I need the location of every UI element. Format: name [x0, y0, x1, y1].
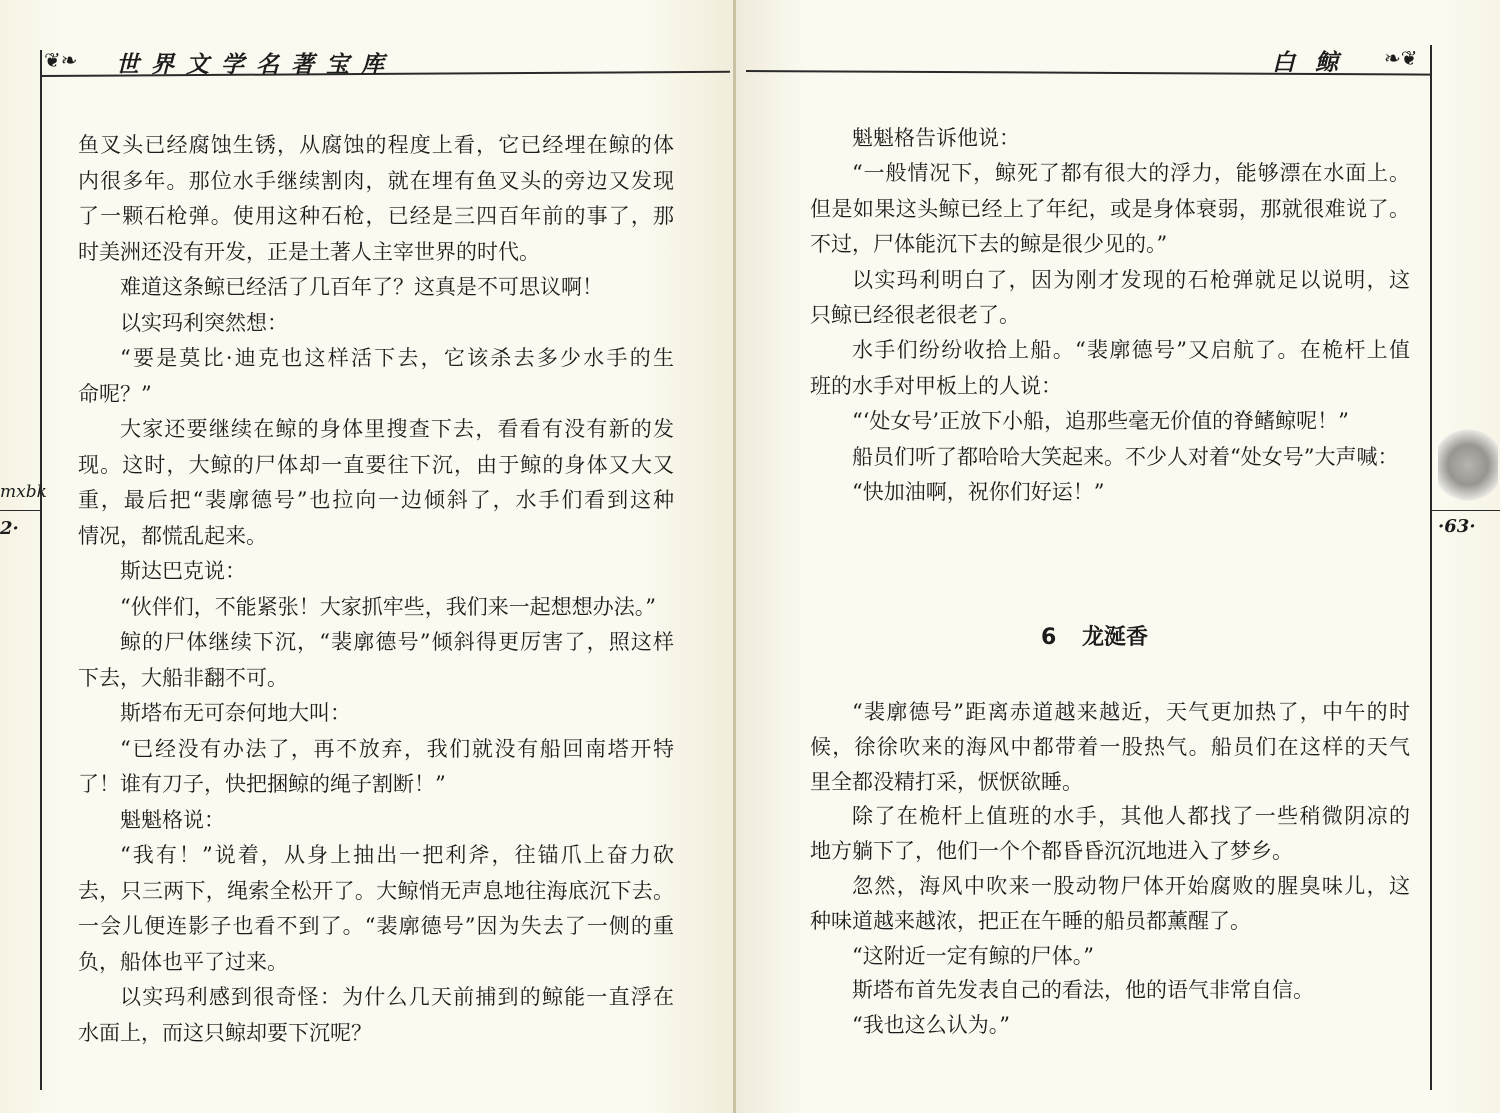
running-head-left: 世界文学名著宝库 [116, 51, 396, 78]
text-line: “快加油啊，祝你们好运！” [852, 480, 1105, 504]
edge-emblem [1438, 425, 1498, 505]
text-line: 斯塔布首先发表自己的看法，他的语气非常自信。 [852, 978, 1314, 1002]
text-line: 以实玛利感到很奇怪：为什么几天前捕到的鲸能一直浮在 [120, 985, 674, 1009]
text-line: 内很多年。那位水手继续割肉，就在埋有鱼叉头的旁边又发现 [78, 169, 674, 193]
text-line: “这附近一定有鲸的尸体。” [852, 944, 1094, 968]
text-line: 难道这条鲸已经活了几百年了？这真是不可思议啊！ [120, 275, 603, 299]
margin-mark: mxbk [0, 482, 47, 502]
text-line: 只鲸已经很老很老了。 [810, 303, 1020, 327]
text-line: 情况，都慌乱起来。 [78, 524, 267, 548]
text-line: “我有！”说着，从身上抽出一把利斧，往锚爪上奋力砍 [120, 843, 674, 867]
text-line: 一会儿便连影子也看不到了。“裴廓德号”因为失去了一侧的重 [78, 914, 674, 938]
text-line: 不过，尸体能沉下去的鲸是很少见的。” [810, 232, 1168, 256]
running-head-right: 白鲸 [1272, 49, 1358, 76]
text-line: 命呢？” [78, 382, 152, 406]
text-line: 去，只三两下，绳索全松开了。大鲸悄无声息地往海底沉下去。 [78, 879, 674, 903]
text-line: 了一颗石枪弹。使用这种石枪，已经是三四百年前的事了，那 [78, 204, 674, 228]
text-line: 除了在桅杆上值班的水手，其他人都找了一些稍微阴凉的 [852, 804, 1410, 828]
text-line: 现。这时，大鲸的尸体却一直要往下沉，由于鲸的身体又大又 [78, 453, 674, 477]
text-line: 下去，大船非翻不可。 [78, 666, 288, 690]
text-line: 水面上，而这只鲸却要下沉呢？ [78, 1021, 372, 1045]
text-line: 大家还要继续在鲸的身体里搜查下去，看看有没有新的发 [120, 417, 674, 441]
right-page [736, 0, 1500, 1113]
text-line: 负，船体也平了过来。 [78, 950, 288, 974]
text-line: “伙伴们，不能紧张！大家抓牢些，我们来一起想想办法。” [120, 595, 656, 619]
text-line: 里全都没精打采，恹恹欲睡。 [810, 770, 1083, 794]
chapter-number: 6 [1041, 625, 1057, 650]
text-line: 以实玛利明白了，因为刚才发现的石枪弹就足以说明，这 [852, 268, 1410, 292]
text-line: 但是如果这头鲸已经上了年纪，或是身体衰弱，那就很难说了。 [810, 197, 1410, 221]
header-ornament-icon: ❧❦ [1384, 46, 1418, 70]
page-number-rule [0, 510, 40, 511]
page-number-rule [1432, 510, 1500, 511]
text-line: 地方躺下了，他们一个个都昏昏沉沉地进入了梦乡。 [810, 839, 1293, 863]
text-line: 以实玛利突然想： [120, 311, 288, 335]
chapter-title: 龙涎香 [1081, 625, 1148, 650]
text-line: “已经没有办法了，再不放弃，我们就没有船回南塔开特 [120, 737, 674, 761]
text-line: 船员们听了都哈哈大笑起来。不少人对着“处女号”大声喊： [852, 445, 1399, 469]
left-page [0, 0, 736, 1113]
text-line: “裴廓德号”距离赤道越来越近，天气更加热了，中午的时 [852, 700, 1410, 724]
text-line: “要是莫比·迪克也这样活下去，它该杀去多少水手的生 [120, 346, 674, 370]
chapter-heading [1041, 620, 1148, 651]
text-line: 魁魁格说： [120, 808, 225, 832]
text-line: 鲸的尸体继续下沉，“裴廓德号”倾斜得更厉害了，照这样 [120, 630, 674, 654]
right-frame-line [1430, 45, 1432, 1090]
text-line: 斯塔布无可奈何地大叫： [120, 701, 351, 725]
text-line: 班的水手对甲板上的人说： [810, 374, 1062, 398]
text-line: 魁魁格告诉他说： [852, 126, 1020, 150]
text-line: 鱼叉头已经腐蚀生锈，从腐蚀的程度上看，它已经埋在鲸的体 [78, 133, 674, 157]
text-line: 重，最后把“裴廓德号”也拉向一边倾斜了，水手们看到这种 [78, 488, 674, 512]
page-number-left: 2· [0, 518, 19, 539]
text-line: “我也这么认为。” [852, 1013, 1010, 1037]
text-line: 忽然，海风中吹来一股动物尸体开始腐败的腥臭味儿，这 [852, 874, 1410, 898]
page-number-right: ·63· [1438, 516, 1476, 537]
text-line: 斯达巴克说： [120, 559, 246, 583]
text-line: 种味道越来越浓，把正在午睡的船员都薰醒了。 [810, 909, 1251, 933]
text-line: “一般情况下，鲸死了都有很大的浮力，能够漂在水面上。 [852, 161, 1410, 185]
text-line: 候，徐徐吹来的海风中都带着一股热气。船员们在这样的天气 [810, 735, 1410, 759]
left-frame-line [40, 50, 42, 1090]
text-line: “‘处女号’正放下小船，追那些毫无价值的脊鳍鲸呢！” [852, 409, 1349, 433]
text-line: 了！谁有刀子，快把捆鲸的绳子割断！” [78, 772, 446, 796]
text-line: 时美洲还没有开发，正是土著人主宰世界的时代。 [78, 240, 540, 264]
text-line: 水手们纷纷收拾上船。“裴廓德号”又启航了。在桅杆上值 [852, 338, 1410, 362]
header-ornament-icon: ❦❧ [44, 48, 78, 72]
